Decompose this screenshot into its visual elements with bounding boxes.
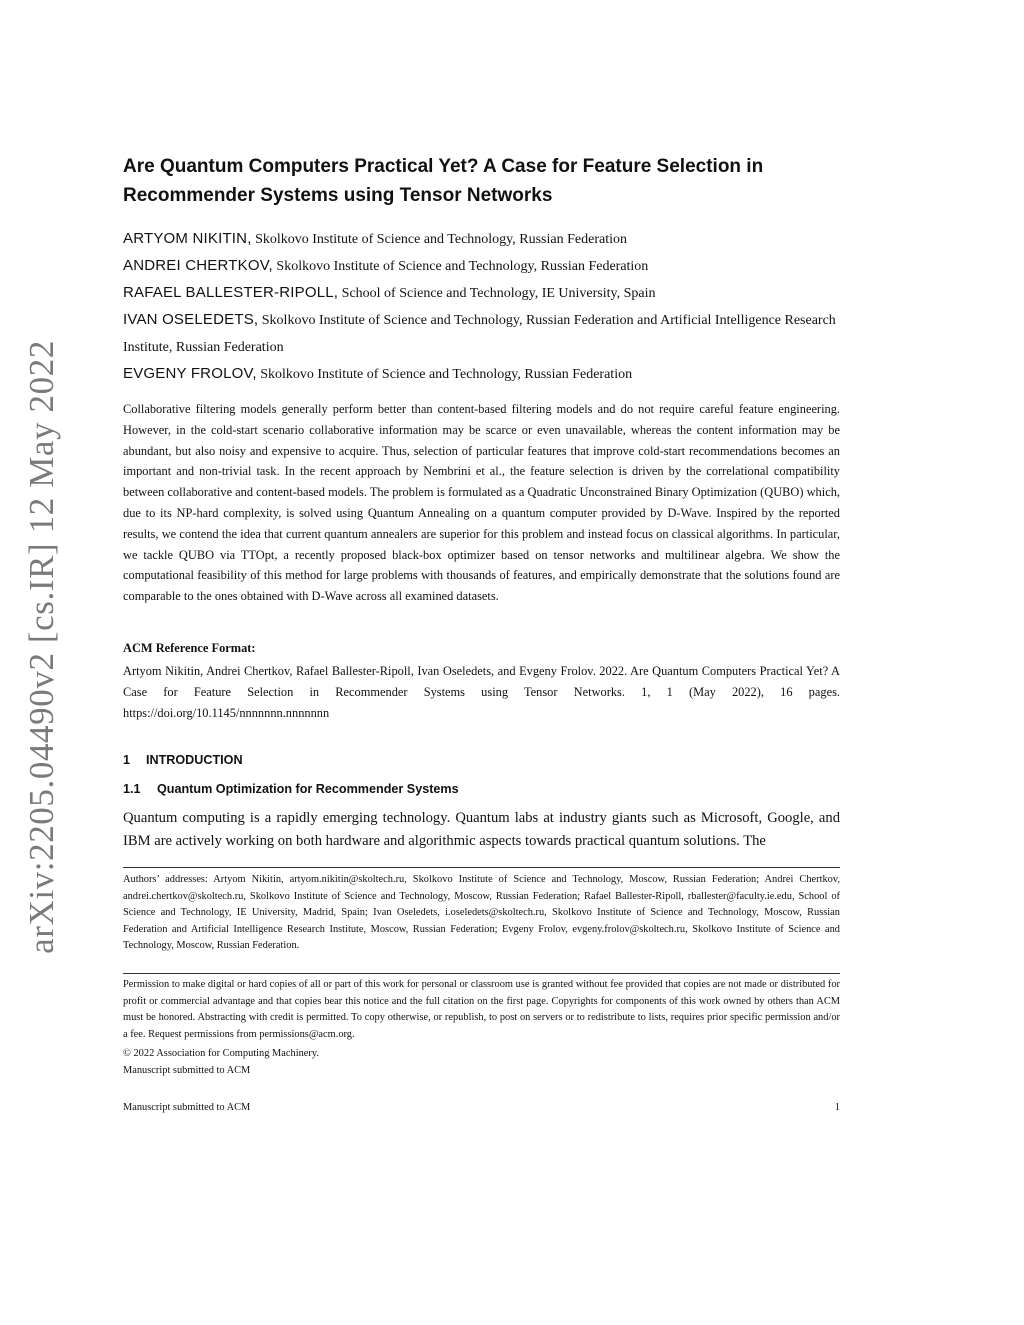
page-number: 1 bbox=[834, 1102, 840, 1113]
subsection-heading bbox=[123, 782, 459, 796]
author-affiliation: School of Science and Technology, IE University, Spain bbox=[338, 286, 656, 301]
permission-divider bbox=[123, 973, 840, 974]
author-4 bbox=[123, 306, 840, 361]
subsection-number: 1.1 bbox=[123, 782, 141, 796]
intro-paragraph: Quantum computing is a rapidly emerging technology. Quantum labs at industry giants such as Microsoft, Google, and IBM are actively working on both hardware and algorithmic aspects towards practical quantum solutions. The bbox=[123, 810, 840, 849]
acm-reference-text: Artyom Nikitin, Andrei Chertkov, Rafael Ballester-Ripoll, Ivan Oseledets, and Evgeny Frolov. 2022. Are Quantum Computers Practical Yet? A Case for Feature Selection in Recommender Systems using Tensor Networks. 1, 1 (May 2022), 16 pages. https://doi.org/10.1145/nnnnnnn.nnnnnnn bbox=[123, 664, 840, 720]
copyright-line: © 2022 Association for Computing Machinery. bbox=[123, 1048, 319, 1059]
abstract: Collaborative filtering models generally perform better than content-based filtering models and do not require careful feature engineering. However, in the cold-start scenario collaborative information may be scarce or even unavailable, whereas the content information may be abundant, but also noisy and expensive to acquire. Thus, selection of particular features that improve cold-start recommendations becomes an important and non-trivial task. In the recent approach by Nembrini et al., the feature selection is driven by the correlational compatibility between collaborative and content-based models. The problem is formulated as a Quadratic Unconstrained Binary Optimization (QUBO) which, due to its NP-hard complexity, is solved using Quantum Annealing on a quantum computer provided by D-Wave. Inspired by the reported results, we contend the idea that current quantum annealers are superior for this problem and instead focus on classical algorithms. In particular, we tackle QUBO via TTOpt, a recently proposed black-box optimizer based on tensor networks and multilinear algebra. We show the computational feasibility of this method for large problems with thousands of features, and empirically demonstrate that the solutions found are comparable to the ones obtained with D-Wave across all examined datasets. bbox=[123, 402, 840, 604]
author-name: RAFAEL BALLESTER-RIPOLL, bbox=[123, 284, 339, 301]
author-1 bbox=[123, 225, 840, 253]
section-heading bbox=[123, 753, 243, 767]
arxiv-side-stamp: arXiv:2205.04490v2 [cs.IR] 12 May 2022 bbox=[22, 340, 61, 954]
footer-manuscript-note: Manuscript submitted to ACM bbox=[123, 1102, 251, 1113]
author-3 bbox=[123, 279, 840, 307]
author-name: EVGENY FROLOV, bbox=[123, 365, 257, 382]
footnote-divider bbox=[123, 867, 840, 868]
author-affiliation: Skolkovo Institute of Science and Technology, Russian Federation bbox=[256, 367, 633, 382]
author-affiliation: Skolkovo Institute of Science and Technology, Russian Federation and Artificial Intelligence Research Institute, Russian Federation bbox=[123, 313, 836, 355]
author-name: ANDREI CHERTKOV, bbox=[123, 257, 273, 274]
authors-addresses: Authors’ addresses: Artyom Nikitin, artyom.nikitin@skoltech.ru, Skolkovo Institute of Science and Technology, Moscow, Russian Federation; Andrei Chertkov, andrei.chertkov@skoltech.ru, Skolkovo Institute of Science and Technology, Moscow, Russian Federation; Rafael Ballester-Ripoll, rballester@faculty.ie.edu, School of Science and Technology, IE University, Madrid, Spain; Ivan Oseledets, i.oseledets@skoltech.ru, Skolkovo Institute of Science and Technology, Moscow, Russian Federation and Artificial Intelligence Research Institute, Moscow, Russian Federation; Evgeny Frolov, evgeny.frolov@skoltech.ru, Skolkovo Institute of Science and Technology, Moscow, Russian Federation. bbox=[123, 874, 840, 951]
acm-reference-heading: ACM Reference Format: bbox=[123, 641, 256, 655]
paper-title: Are Quantum Computers Practical Yet? A Case for Feature Selection in Recommender Systems using Tensor Networks bbox=[123, 156, 764, 206]
manuscript-note: Manuscript submitted to ACM bbox=[123, 1065, 251, 1076]
author-2 bbox=[123, 252, 840, 280]
author-affiliation: Skolkovo Institute of Science and Technology, Russian Federation bbox=[272, 259, 649, 274]
author-5 bbox=[123, 360, 840, 388]
section-title: INTRODUCTION bbox=[146, 753, 243, 767]
author-affiliation: Skolkovo Institute of Science and Technology, Russian Federation bbox=[251, 232, 627, 247]
permission-notice: Permission to make digital or hard copies of all or part of this work for personal or classroom use is granted without fee provided that copies are not made or distributed for profit or commercial advantage and that copies bear this notice and the full citation on the first page. Copyrights for components of this work owned by others than ACM must be honored. Abstracting with credit is permitted. To copy otherwise, or republish, to post on servers or to redistribute to lists, requires prior specific permission and/or a fee. Request permissions from permissions@acm.org. bbox=[123, 979, 840, 1040]
author-name: ARTYOM NIKITIN, bbox=[123, 230, 252, 247]
subsection-title: Quantum Optimization for Recommender Systems bbox=[157, 782, 459, 796]
author-name: IVAN OSELEDETS, bbox=[123, 311, 259, 328]
section-number: 1 bbox=[123, 753, 131, 767]
